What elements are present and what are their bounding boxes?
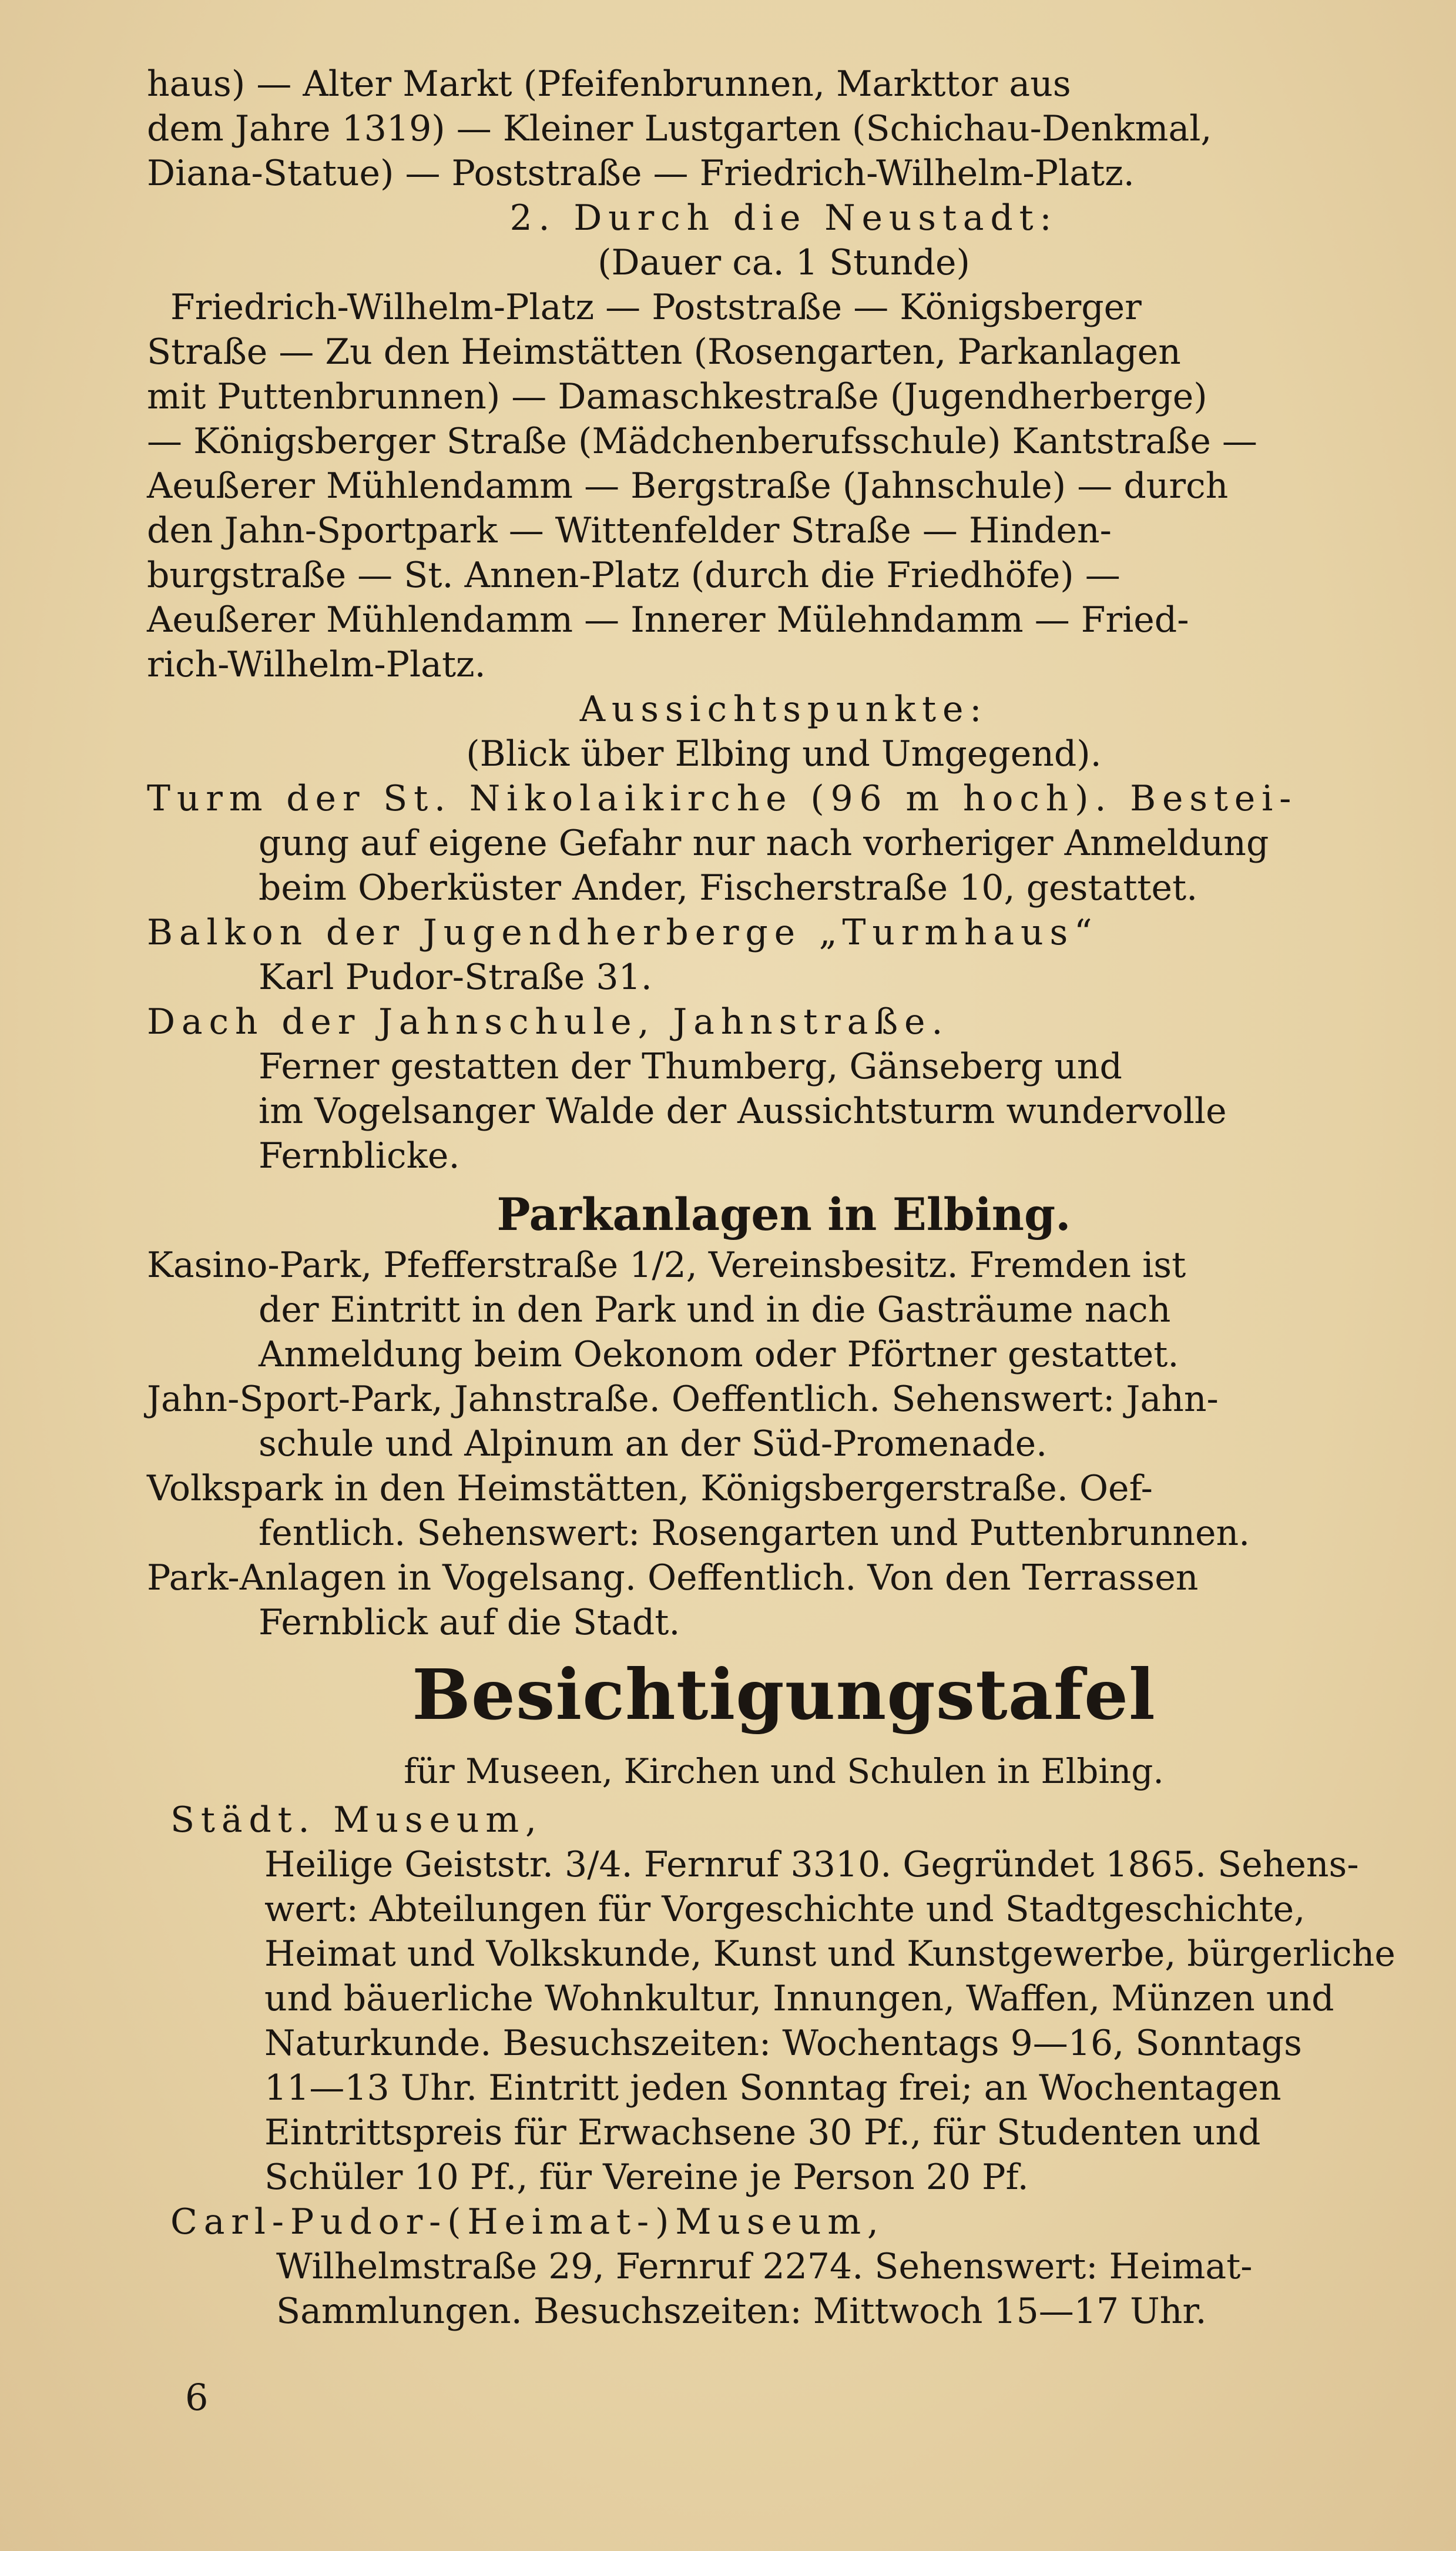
text-line: und bäuerliche Wohnkultur, Innungen, Waffen, Münzen und [264, 1978, 1334, 2019]
park-entry: Park-Anlagen in Vogelsang. Oeffentlich. Von den Terrassen [147, 1557, 1199, 1598]
text-line: Heimat und Volkskunde, Kunst und Kunstgewerbe, bürgerliche [264, 1933, 1395, 1975]
text-line: haus) — Alter Markt (Pfeifenbrunnen, Markttor aus [147, 63, 1071, 105]
text-line: fentlich. Sehenswert: Rosengarten und Puttenbrunnen. [259, 1513, 1250, 1554]
text-line: Eintrittspreis für Erwachsene 30 Pf., für Studenten und [264, 2112, 1261, 2153]
viewpoints-subheading: (Blick über Elbing und Umgegend). [466, 733, 1102, 775]
parks-heading: Parkanlagen in Elbing. [496, 1188, 1071, 1241]
text-line: Fernblick auf die Stadt. [259, 1602, 680, 1643]
text-line: der Eintritt in den Park und in die Gasträume nach [259, 1289, 1171, 1330]
text-line: mit Puttenbrunnen) — Damaschkestraße (Jugendherberge) [147, 376, 1207, 417]
text-line: den Jahn-Sportpark — Wittenfelder Straße — Hinden- [147, 510, 1112, 551]
text-line: burgstraße — St. Annen-Platz (durch die Friedhöfe) — [147, 555, 1120, 596]
text-line: im Vogelsanger Walde der Aussichtsturm wundervolle [259, 1091, 1227, 1132]
text-line: Diana-Statue) — Poststraße — Friedrich-Wilhelm-Platz. [147, 153, 1135, 194]
text-line: Schüler 10 Pf., für Vereine je Person 20 Pf. [264, 2157, 1029, 2198]
museum-entry: Carl-Pudor-(Heimat-)Museum, [170, 2201, 885, 2242]
text-line: Aeußerer Mühlendamm — Innerer Mülehndamm — Fried- [147, 599, 1189, 641]
text-line: Wilhelmstraße 29, Fernruf 2274. Sehenswert: Heimat- [276, 2246, 1253, 2287]
park-entry: Kasino-Park, Pfefferstraße 1/2, Vereinsbesitz. Fremden ist [147, 1245, 1186, 1286]
park-entry: Jahn-Sport-Park, Jahnstraße. Oeffentlich. Sehenswert: Jahn- [147, 1379, 1219, 1420]
page-number: 6 [185, 2376, 209, 2419]
route-duration: (Dauer ca. 1 Stunde) [598, 242, 970, 283]
text-line: Anmeldung beim Oekonom oder Pförtner gestattet. [259, 1334, 1179, 1375]
text-line: beim Oberküster Ander, Fischerstraße 10, gestattet. [259, 867, 1198, 909]
text-line: Friedrich-Wilhelm-Platz — Poststraße — Königsberger [170, 287, 1142, 328]
viewpoint-entry: Balkon der Jugendherberge „Turmhaus“ [147, 912, 1099, 953]
text-line: Naturkunde. Besuchszeiten: Wochentags 9—16, Sonntags [264, 2023, 1302, 2064]
viewpoint-entry: Turm der St. Nikolaikirche (96 m hoch). Bestei- [147, 778, 1298, 819]
park-entry: Volkspark in den Heimstätten, Königsbergerstraße. Oef- [147, 1468, 1153, 1509]
sightseeing-table-title: Besichtigungstafel [412, 1654, 1156, 1735]
viewpoint-entry: Dach der Jahnschule, Jahnstraße. [147, 1001, 950, 1042]
text-line: dem Jahre 1319) — Kleiner Lustgarten (Schichau-Denkmal, [147, 108, 1212, 149]
text-line: — Königsberger Straße (Mädchenberufsschule) Kantstraße — [147, 421, 1257, 462]
text-line: Fernblicke. [259, 1135, 460, 1176]
text-line: Heilige Geiststr. 3/4. Fernruf 3310. Gegründet 1865. Sehens- [264, 1844, 1359, 1885]
text-line: wert: Abteilungen für Vorgeschichte und Stadtgeschichte, [264, 1889, 1306, 1930]
text-line: Sammlungen. Besuchszeiten: Mittwoch 15—17 Uhr. [276, 2291, 1207, 2332]
text-line: Ferner gestatten der Thumberg, Gänseberg und [259, 1046, 1122, 1087]
viewpoints-heading: Aussichtspunkte: [579, 689, 988, 730]
text-line: rich-Wilhelm-Platz. [147, 644, 486, 685]
text-line: Aeußerer Mühlendamm — Bergstraße (Jahnschule) — durch [147, 465, 1229, 507]
text-line: schule und Alpinum an der Süd-Promenade. [259, 1423, 1048, 1464]
museum-entry: Städt. Museum, [170, 1799, 543, 1841]
route-heading: 2. Durch die Neustadt: [509, 197, 1058, 239]
text-line: 11—13 Uhr. Eintritt jeden Sonntag frei; an Wochentagen [264, 2067, 1281, 2108]
text-line: Karl Pudor-Straße 31. [259, 957, 652, 998]
sightseeing-table-subtitle: für Museen, Kirchen und Schulen in Elbing. [404, 1751, 1164, 1791]
text-line: Straße — Zu den Heimstätten (Rosengarten, Parkanlagen [147, 331, 1181, 373]
text-line: gung auf eigene Gefahr nur nach vorheriger Anmeldung [259, 823, 1269, 864]
